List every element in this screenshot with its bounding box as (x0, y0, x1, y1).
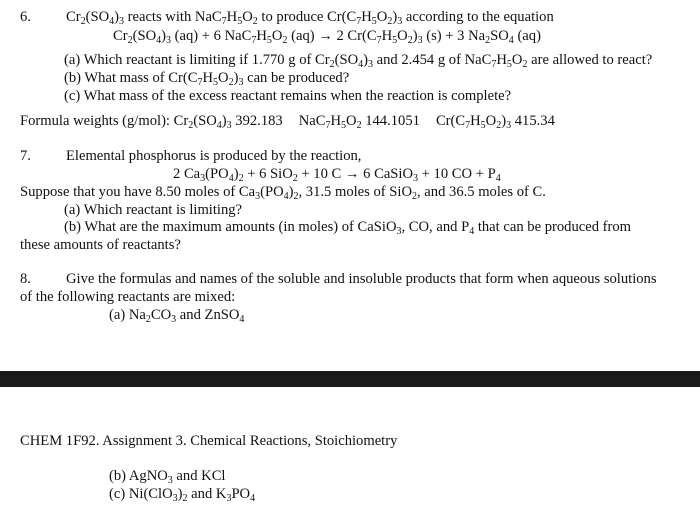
q6-number: 6. (20, 9, 31, 25)
q6-intro: $Cr_2(SO_4)_3$ reacts with $NaC_7H_5O_2$ to produce $Cr(C_7H_5O_2)_3$ according to the equation (66, 9, 554, 27)
q7-intro: Elemental phosphorus is produced by the reaction, (66, 148, 362, 164)
q7-part-a: (a) Which reactant is limiting? (64, 202, 243, 218)
q7-number: 7. (20, 148, 31, 164)
q6-part-c: (c) What mass of the excess reactant remains when the reaction is complete? (64, 88, 512, 104)
q8-part-a: (a) $Na_2CO_3$ and ZnSO$_4$ (109, 307, 245, 325)
q8-intro-cont: of the following reactants are mixed: (20, 289, 236, 305)
q8-intro: Give the formulas and names of the soluble and insoluble products that form when aqueous solutions (66, 271, 657, 287)
q7-suppose: Suppose that you have 8.50 moles of $Ca_3(PO_4)_2$, 31.5 moles of SiO$_2$, and 36.5 moles of C. (20, 184, 546, 202)
q7-part-b: (b) What are the maximum amounts (in moles) of CaSiO$_3$, CO, and $P_4$ that can be produced from (64, 219, 632, 237)
q7-part-b-cont: these amounts of reactants? (20, 237, 181, 253)
q7-equation: 2 $Ca_3(PO_4)_2 + 6$ SiO$_2$ + 10 C → 6 CaSiO$_3$ + 10 CO + $P_4$ (173, 166, 501, 184)
page-break-bar (0, 371, 700, 387)
q6-part-a: (a) Which reactant is limiting if 1.770 g of $Cr_2(SO_4)_3$ and 2.454 g of $NaC_7H_5O_2$ are allowed to react? (64, 52, 653, 70)
q6-formula-weights: Formula weights (g/mol): $Cr_2(SO_4)_3$ 392.183 $NaC_7H_5O_2$ 144.1051 $Cr(C_7H_5O_2)_3$ 415.34 (20, 113, 555, 131)
q8-part-c: (c) $Ni(ClO_3)_2$ and $K_3PO_4$ (109, 486, 256, 504)
q8-number: 8. (20, 271, 31, 287)
q6-part-b: (b) What mass of $Cr(C_7H_5O_2)_3$ can be produced? (64, 70, 350, 88)
footer-title: CHEM 1F92. Assignment 3. Chemical Reactions, Stoichiometry (20, 433, 398, 449)
q8-part-b: (b) AgNO$_3$ and KCl (109, 468, 226, 486)
q6-equation: $Cr_2(SO_4)_3$ (aq) + 6 $NaC_7H_5O_2$ (aq) → 2 $Cr(C_7H_5O_2)_3$ (s) + 3 $Na_2SO_4$ (aq) (113, 28, 541, 46)
